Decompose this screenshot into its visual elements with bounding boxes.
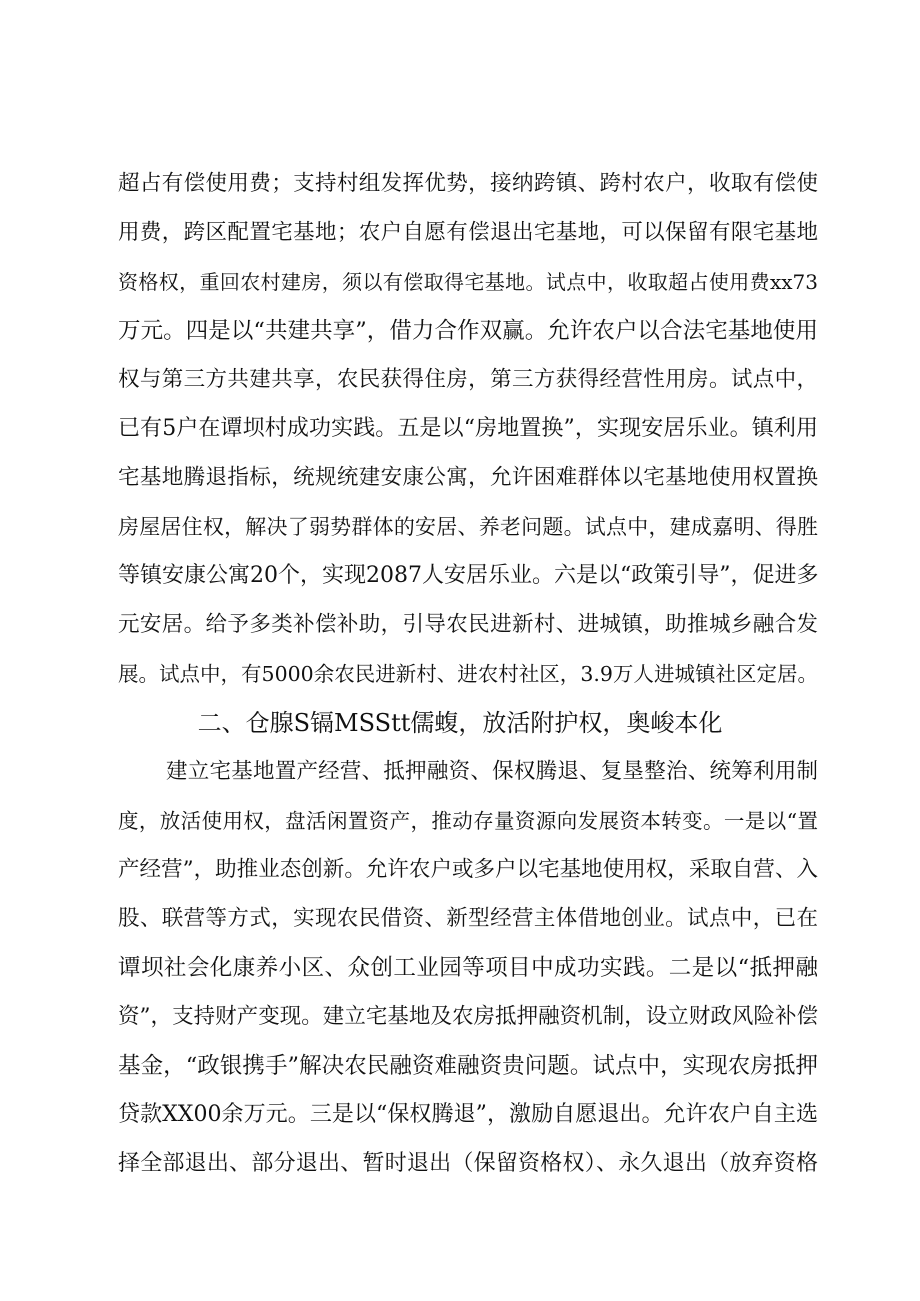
paragraph-1-line-1: 超占有偿使用费；支持村组发挥优势，接纳跨镇、跨村农户，收取有偿使 [118,171,818,196]
paragraph-1-line-3: 资格权，重回农村建房，须以有偿取得宅基地。试点中，收取超占使用费xx73 [118,270,818,294]
paragraph-2-line-4: 股、联营等方式，实现农民借资、新型经营主体借地创业。试点中，已在 [118,906,818,931]
paragraph-1-line-2: 用费，跨区配置宅基地；农户自愿有偿退出宅基地，可以保留有限宅基地 [118,220,818,245]
paragraph-1-line-9: 等镇安康公寓20个，实现2087人安居乐业。六是以“政策引导”，促进多 [118,563,818,588]
paragraph-2-line-6: 资”，支持财产变现。建立宅基地及农房抵押融资机制，设立财政风险补偿 [118,1004,818,1029]
paragraph-2-line-5: 谭坝社会化康养小区、众创工业园等项目中成功实践。二是以“抵押融 [118,955,818,981]
paragraph-2-line-2: 度，放活使用权，盘活闲置资产，推动存量资源向发展资本转变。一是以“置 [118,809,818,833]
paragraph-2-line-8: 贷款XX00余万元。三是以“保权腾退”，激励自愿退出。允许农户自主选 [118,1102,818,1127]
section-heading: 二、仓腺S镉MSStt儒蝮，放活附护权，奥峻本化 [197,709,723,737]
paragraph-1-line-10: 元安居。给予多类补偿补助，引导农民进新村、进城镇，助推城乡融合发 [118,612,818,637]
paragraph-1-line-7: 宅基地腾退指标，统规统建安康公寓，允许困难群体以宅基地使用权置换 [118,465,818,490]
paragraph-2-line-3: 产经营”，助推业态创新。允许农户或多户以宅基地使用权，采取自营、入 [118,857,818,882]
paragraph-1-line-11: 展。试点中，有5000余农民进新村、进农村社区，3.9万人进城镇社区定居。 [118,662,818,686]
paragraph-1-line-4: 万元。四是以“共建共享”，借力合作双赢。允许农户以合法宅基地使用 [118,318,818,344]
paragraph-1-line-5: 权与第三方共建共享，农民获得住房，第三方获得经营性用房。试点中， [118,367,818,392]
paragraph-2-line-1: 建立宅基地置产经营、抵押融资、保权腾退、复垦整治、统筹利用制 [166,759,818,784]
paragraph-2-line-7: 基金，“政银携手”解决农民融资难融资贵问题。试点中，实现农房抵押 [118,1053,818,1079]
paragraph-1-line-8: 房屋居住权，解决了弱势群体的安居、养老问题。试点中，建成嘉明、得胜 [118,515,818,539]
paragraph-1-line-6: 已有5户在谭坝村成功实践。五是以“房地置换”，实现安居乐业。镇利用 [118,416,818,441]
paragraph-2-line-9: 择全部退出、部分退出、暂时退出（保留资格权）、永久退出（放弃资格 [118,1151,818,1176]
